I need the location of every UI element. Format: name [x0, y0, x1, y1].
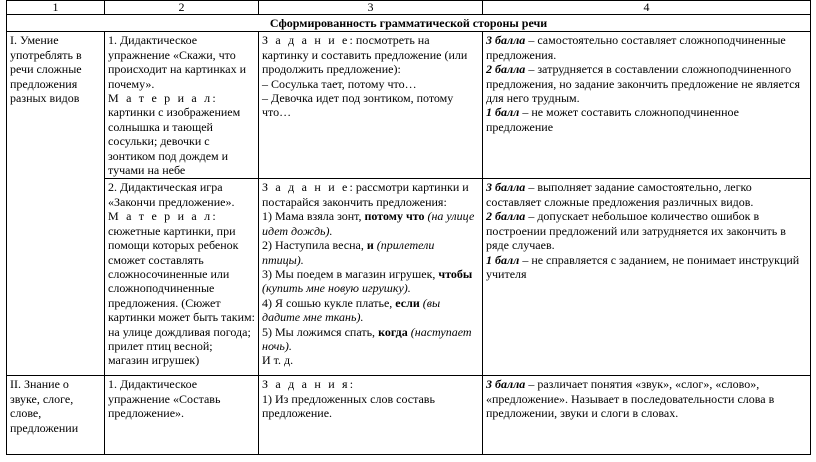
skill-text: I. Умение употреблять в речи сложные предложения разных видов [10, 33, 82, 106]
criterion-text: – допускает небольшое количество ошибок в построении предложений или затрудняется их закончить в ряде случаев. [486, 209, 786, 253]
method-title: 1. Дидактическое упражнение «Скажи, что происходит на картинках и почему». [108, 33, 247, 91]
task-text: : посмотреть на картинку и составить предложение (или продолжить предложение): [262, 33, 468, 77]
criterion-score: 1 балл [486, 252, 520, 267]
task-conjunction: потому что [364, 209, 425, 224]
task-hint: (вы дадите мне ткань). [262, 295, 441, 325]
task-tail: И т. д. [262, 353, 294, 368]
table-row [7, 376, 811, 455]
method-cell [105, 32, 259, 179]
task-label: З а д а н и я [262, 377, 350, 392]
criterion-score: 3 балла [486, 180, 526, 195]
criteria-cell [483, 179, 811, 376]
column-number-1: 1 [7, 1, 105, 15]
document-page [6, 0, 810, 455]
criterion [486, 253, 807, 282]
criterion-text: – самостоятельно составляет сложноподчиненные предложения. [486, 33, 786, 62]
task-conjunction: чтобы [438, 266, 473, 281]
criterion-score: 1 балл [486, 105, 520, 120]
material-text: : картинки с изображением солнышка и тающей сосульки; девочки с зонтиком под дождем и тучами на небе [108, 91, 241, 178]
task-line: – Сосулька тает, потому что… [262, 76, 417, 91]
criterion-score: 3 балла [486, 33, 526, 48]
criterion-score: 3 балла [486, 377, 526, 392]
method-cell [105, 376, 259, 455]
task-hint: (прилетели птицы). [262, 238, 435, 267]
task-item: 2) Наступила весна, и (прилетели птицы). [262, 238, 435, 267]
column-number-2: 2 [105, 1, 259, 15]
criterion [486, 180, 807, 209]
task-cell [259, 179, 483, 376]
criterion-text: – затрудняется в составлении сложноподчиненного предложения, но задание закончить предложение не является для него трудным. [486, 62, 801, 106]
material-label: М а т е р и а л [108, 91, 213, 106]
task-cell [259, 32, 483, 179]
task-label: З а д а н и е [262, 33, 350, 48]
criterion-text: – не справляется с заданием, не понимает инструкций учителя [486, 252, 800, 281]
task-item: 4) Я сошью кукле платье, если (вы дадите мне ткань). [262, 295, 441, 325]
criterion [486, 209, 807, 252]
column-number-4: 4 [483, 1, 811, 15]
task-hint: (наступает ночь). [262, 324, 472, 353]
criterion-text: – различает понятия «звук», «слог», «слово», «предложение». Называет в последовательности слова в предложении, звуки и слоги в словах. [486, 377, 775, 421]
criteria-cell [483, 32, 811, 179]
method-cell [105, 179, 259, 376]
column-number-3: 3 [259, 1, 483, 15]
task-conjunction: если [395, 295, 420, 310]
task-text: : рассмотри картинки и постарайся закончить предложения: [262, 180, 469, 209]
criterion-score: 2 балла [486, 209, 526, 224]
task-line: – Девочка идет под зонтиком, потому что… [262, 91, 454, 120]
task-hint: (на улице идет дождь). [262, 209, 475, 238]
task-hint: (купить мне новую игрушку). [262, 281, 411, 296]
method-title: 1. Дидактическое упражнение «Составь предложение». [108, 377, 221, 421]
task-item: 5) Мы ложимся спать, когда (наступает ночь). [262, 324, 472, 353]
column-number-row [7, 1, 811, 15]
criteria-cell [483, 376, 811, 455]
task-conjunction: когда [378, 324, 408, 339]
task-item: 1) Мама взяла зонт, потому что (на улице идет дождь). [262, 209, 475, 238]
skill-text: II. Знание о звуке, слоге, слове, предложении [10, 377, 79, 435]
task-item: 3) Мы поедем в магазин игрушек, чтобы (купить мне новую игрушку). [262, 266, 473, 296]
assessment-table [6, 0, 811, 455]
criterion-score: 2 балла [486, 62, 526, 77]
skill-cell [7, 32, 105, 376]
task-line: 1) Из предложенных слов составь предложение. [262, 391, 435, 421]
criterion [486, 62, 807, 105]
criterion-text: – не может составить сложноподчиненное предложение [486, 105, 739, 134]
task-conjunction: и [366, 238, 374, 253]
material-label: М а т е р и а л [108, 209, 213, 224]
task-text: : [349, 377, 354, 392]
skill-cell [7, 376, 105, 455]
criterion-text: – выполняет задание самостоятельно, легко составляет сложные предложения различных видов. [486, 180, 754, 209]
criterion [486, 105, 807, 134]
task-cell [259, 376, 483, 455]
section-header-row [7, 15, 811, 32]
material-text: : сюжетные картинки, при помощи которых ребенок сможет составлять сложносочиненные или сложноподчиненные предложения. (Сюжет картинки может быть таким: на улице дождливая погода; прилет птиц весной; магазин игрушек) [108, 209, 255, 368]
criterion [486, 33, 807, 62]
method-title: 2. Дидактическая игра «Закончи предложение». [108, 180, 235, 209]
section-title: Сформированность грамматической стороны речи [7, 15, 811, 32]
task-label: З а д а н и е [262, 180, 350, 195]
table-row [7, 32, 811, 179]
criterion [486, 377, 807, 420]
table-row [7, 179, 811, 376]
